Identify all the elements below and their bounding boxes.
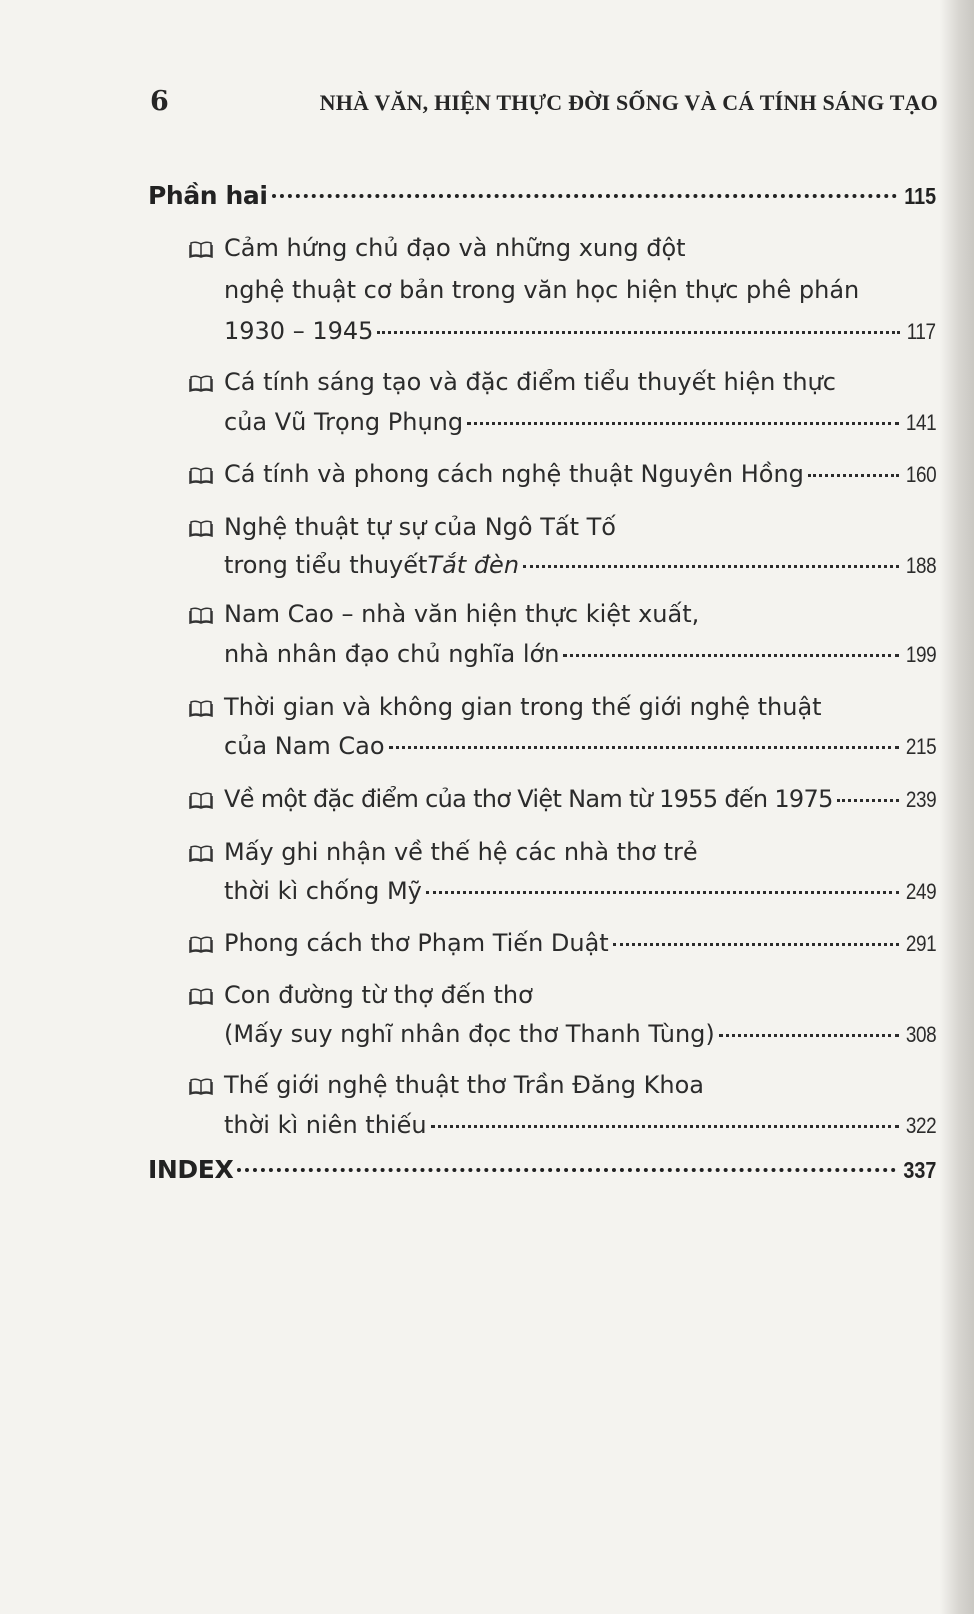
dot-leader [563, 654, 898, 657]
entry-page-number: 249 [905, 879, 936, 904]
entry-line: Về một đặc điểm của thơ Việt Nam từ 1955 đến 1975 [224, 785, 833, 813]
entry-line: Cá tính và phong cách nghệ thuật Nguyên Hồng [224, 460, 804, 488]
open-book-icon [189, 466, 213, 484]
dot-leader [613, 943, 899, 946]
entry-line: (Mấy suy nghĩ nhân đọc thơ Thanh Tùng) [224, 1020, 715, 1048]
open-book-icon [189, 987, 213, 1005]
toc-section-index[interactable] [148, 1152, 936, 1188]
dot-leader [272, 194, 897, 198]
entry-line: Cảm hứng chủ đạo và những xung đột [224, 234, 686, 262]
open-book-icon [189, 519, 213, 537]
open-book-icon [189, 374, 213, 392]
entry-page-number: 141 [905, 410, 936, 435]
dot-leader [431, 1125, 899, 1128]
page-number: 6 [150, 86, 169, 117]
page-header [0, 86, 974, 126]
open-book-icon [189, 240, 213, 258]
entry-line: thời kì niên thiếu [224, 1111, 427, 1139]
toc-section-part-two[interactable] [148, 178, 936, 214]
entry-page-number: 308 [905, 1022, 936, 1047]
dot-leader [523, 565, 899, 568]
entry-page-number: 199 [905, 642, 936, 667]
entry-line: Nghệ thuật tự sự của Ngô Tất Tố [224, 513, 616, 541]
entry-line: 1930 – 1945 [224, 317, 374, 345]
section-page-number: 337 [902, 1157, 936, 1183]
entry-line: thời kì chống Mỹ [224, 877, 422, 905]
page-edge-shadow [940, 0, 974, 1614]
open-book-icon [189, 844, 213, 862]
running-title: NHÀ VĂN, HIỆN THỰC ĐỜI SỐNG VÀ CÁ TÍNH SÁNG TẠO [319, 90, 938, 115]
section-title: Phần hai [148, 181, 268, 210]
entry-italic-title: Tắt đèn [427, 551, 520, 579]
entry-page-number: 215 [905, 734, 936, 759]
entry-page-number: 117 [907, 319, 936, 344]
entry-line: Thời gian và không gian trong thế giới nghệ thuật [224, 693, 822, 721]
entry-line: nghệ thuật cơ bản trong văn học hiện thực phê phán [224, 276, 860, 304]
dot-leader [808, 474, 899, 477]
open-book-icon [189, 606, 213, 624]
open-book-icon [189, 935, 213, 953]
entry-line: của Nam Cao [224, 732, 385, 760]
section-title: INDEX [148, 1155, 234, 1184]
entry-line: của Vũ Trọng Phụng [224, 408, 464, 436]
entry-page-number: 239 [905, 787, 936, 812]
entry-page-number: 188 [905, 553, 936, 578]
dot-leader [377, 331, 900, 334]
dot-leader [237, 1168, 895, 1172]
entry-page-number: 322 [905, 1113, 936, 1138]
entry-line: nhà nhân đạo chủ nghĩa lớn [224, 640, 560, 668]
entry-line: Con đường từ thợ đến thơ [224, 981, 533, 1009]
open-book-icon [189, 791, 213, 809]
dot-leader [389, 746, 899, 749]
dot-leader [837, 799, 899, 802]
entry-line: trong tiểu thuyết [224, 551, 428, 579]
section-page-number: 115 [904, 183, 936, 209]
dot-leader [467, 422, 899, 425]
dot-leader [426, 891, 899, 894]
entry-page-number: 291 [905, 931, 936, 956]
entry-line: Thế giới nghệ thuật thơ Trần Đăng Khoa [224, 1071, 704, 1099]
entry-line: Phong cách thơ Phạm Tiến Duật [224, 929, 609, 957]
dot-leader [719, 1034, 899, 1037]
open-book-icon [189, 699, 213, 717]
entry-page-number: 160 [905, 462, 936, 487]
entry-line: Mấy ghi nhận về thế hệ các nhà thơ trẻ [224, 838, 698, 866]
open-book-icon [189, 1077, 213, 1095]
entry-line: Cá tính sáng tạo và đặc điểm tiểu thuyết hiện thực [224, 368, 836, 396]
entry-line: Nam Cao – nhà văn hiện thực kiệt xuất, [224, 600, 700, 628]
